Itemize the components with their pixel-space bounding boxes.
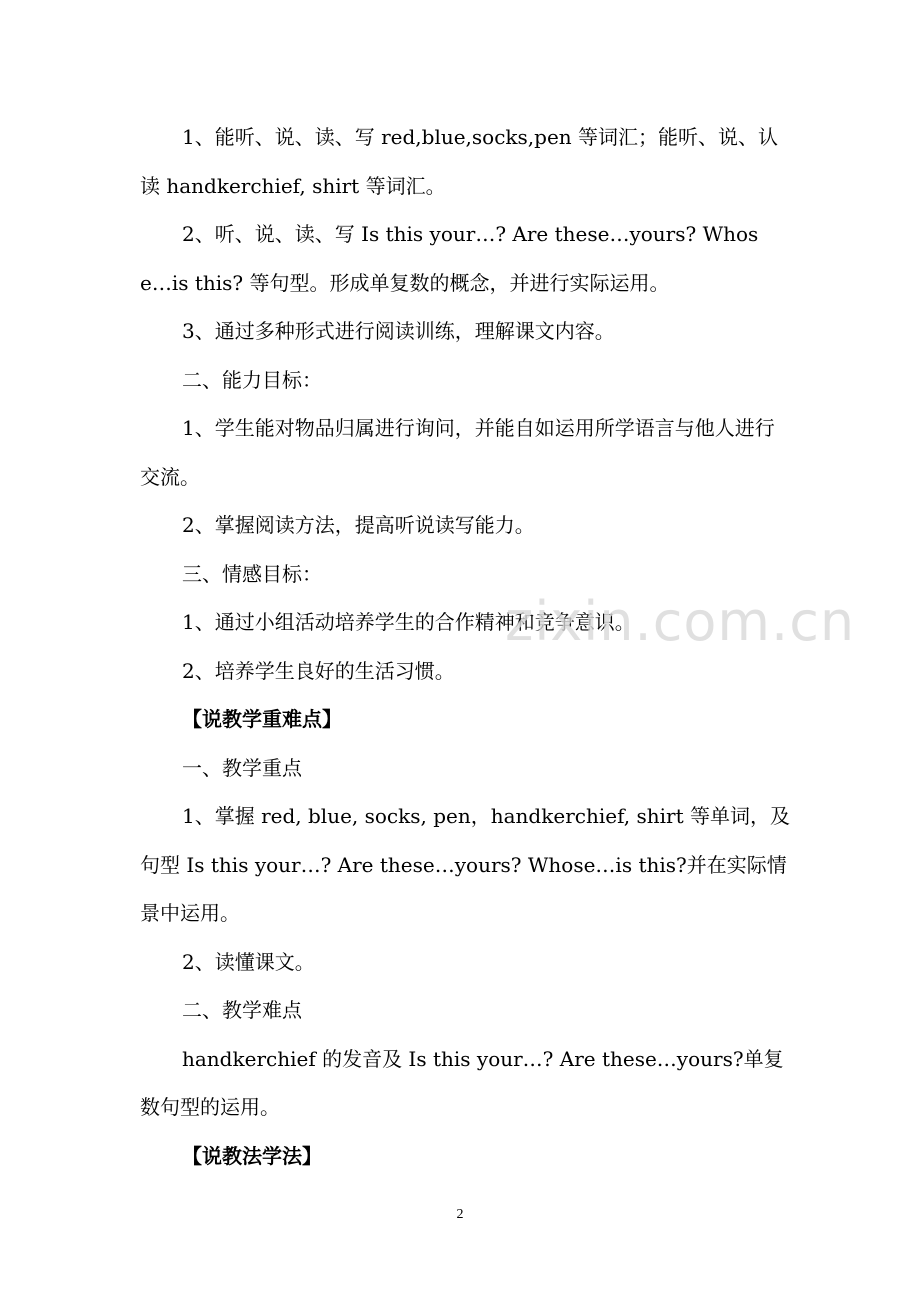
paragraph-ability-1: 1、学生能对物品归属进行询问，并能自如运用所学语言与他人进行交流。 <box>140 416 775 489</box>
heading-ability-goals: 二、能力目标： <box>182 367 322 392</box>
heading-teaching-difficulties: 二、教学难点 <box>182 998 302 1022</box>
paragraph-objective-2: 2、听、说、读、写 Is this your…? Are these…yours? Whose…is this? 等句型。形成单复数的概念，并进行实际运用。 <box>140 222 759 295</box>
watermark: zixin.com.cn <box>505 590 856 653</box>
paragraph-ability-2: 2、掌握阅读方法，提高听说读写能力。 <box>182 513 535 537</box>
paragraph-emotion-2: 2、培养学生良好的生活习惯。 <box>182 658 455 683</box>
paragraph-key-point-1: 1、掌握 red, blue, socks, pen，handkerchief, shirt 等单词，及句型 Is this your…? Are these…yours? Whose…is this?并在实际情景中运用。 <box>140 804 790 925</box>
section-heading-teaching-methods: 【说教法学法】 <box>182 1143 322 1168</box>
paragraph-objective-3: 3、通过多种形式进行阅读训练，理解课文内容。 <box>182 319 615 343</box>
paragraph-emotion-1: 1、通过小组活动培养学生的合作精神和竞争意识。 <box>182 610 635 634</box>
document-body <box>140 113 790 1180</box>
paragraph-difficulty-1: handkerchief 的发音及 Is this your…? Are these…yours?单复数句型的运用。 <box>140 1046 784 1119</box>
section-heading-key-difficult-points: 【说教学重难点】 <box>182 707 342 731</box>
heading-emotion-goals: 三、情感目标： <box>182 561 322 586</box>
paragraph-key-point-2: 2、读懂课文。 <box>182 949 315 974</box>
page-number: 2 <box>456 1207 464 1222</box>
paragraph-objective-1: 1、能听、说、读、写 red,blue,socks,pen 等词汇；能听、说、认读 handkerchief, shirt 等词汇。 <box>140 125 779 198</box>
heading-teaching-key-points: 一、教学重点 <box>182 755 302 780</box>
